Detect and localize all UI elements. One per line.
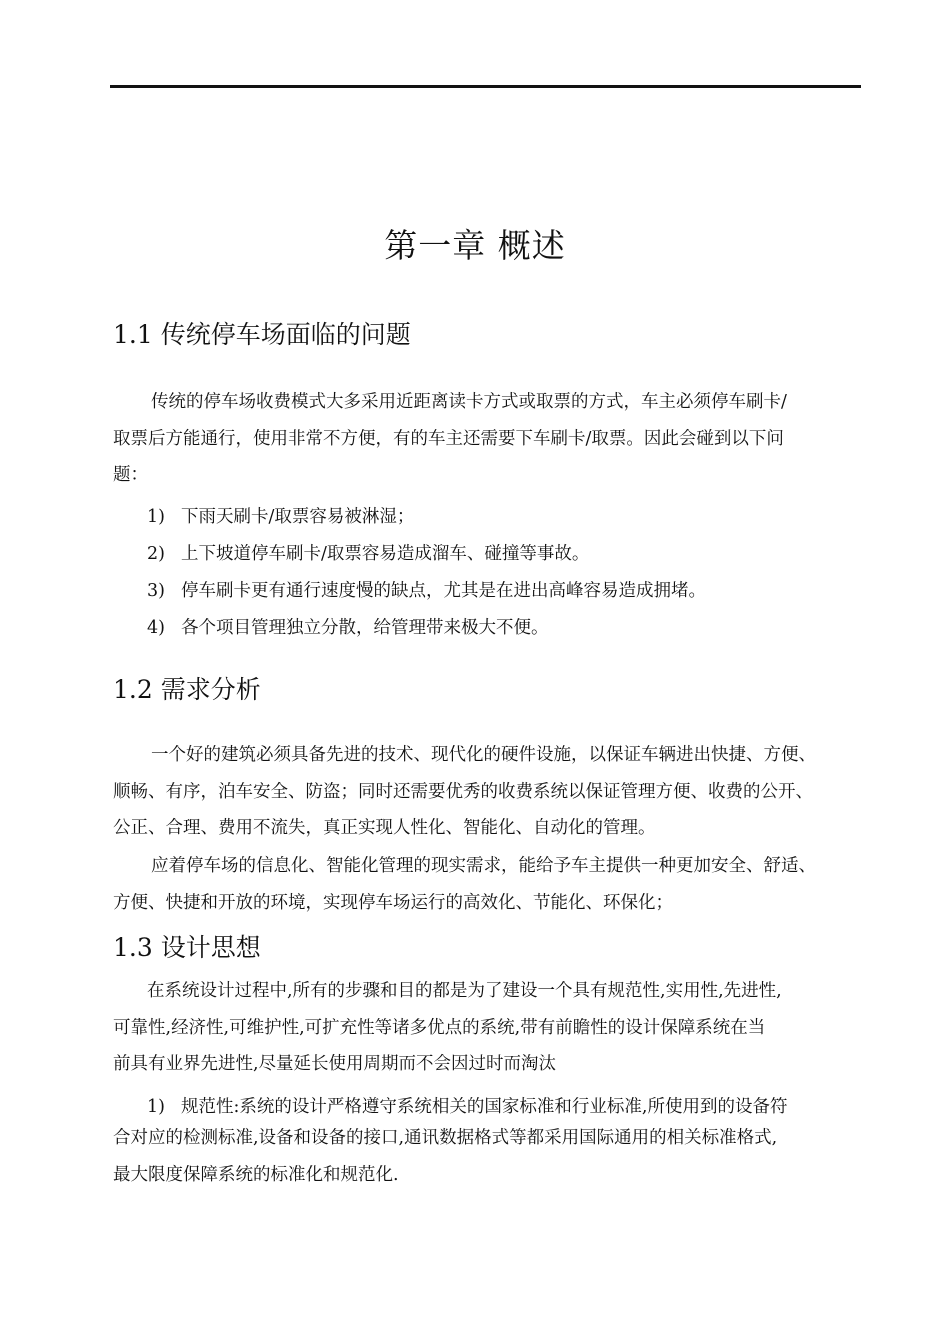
list-item-number: 1) [147, 507, 165, 527]
list-item [147, 1093, 787, 1118]
paragraph-line: 取票后方能通行，使用非常不方便，有的车主还需要下车刷卡/取票。因此会碰到以下问 [113, 428, 784, 449]
paragraph-line: 一个好的建筑必须具备先进的技术、现代化的硬件设施，以保证车辆进出快捷、方便、 [151, 745, 816, 765]
section-heading-1-3: 1.3 设计思想 [113, 933, 261, 962]
section-1-2-paragraph-2 [113, 848, 863, 921]
list-item [147, 577, 706, 602]
paragraph-line: 公正、合理、费用不流失，真正实现人性化、智能化、自动化的管理。 [113, 818, 656, 838]
section-1-1-paragraph [113, 384, 863, 494]
section-1-3-paragraph [113, 973, 863, 1083]
section-1-3-item-continuation [113, 1120, 863, 1193]
paragraph-line: 传统的停车场收费模式大多采用近距离读卡方式或取票的方式，车主必须停车刷卡/ [151, 392, 787, 412]
paragraph-line: 合对应的检测标准,设备和设备的接口,通讯数据格式等都采用国际通用的相关标准格式, [113, 1128, 778, 1148]
list-item-text: 上下坡道停车刷卡/取票容易造成溜车、碰撞等事故。 [181, 544, 590, 564]
list-item-number: 4) [147, 618, 165, 638]
paragraph-line: 最大限度保障系统的标准化和规范化. [113, 1164, 399, 1185]
paragraph-line: 在系统设计过程中,所有的步骤和目的都是为了建设一个具有规范性,实用性,先进性, [147, 981, 782, 1001]
list-item-number: 3) [147, 581, 165, 601]
paragraph-line: 前具有业界先进性,尽量延长使用周期而不会因过时而淘汰 [113, 1054, 557, 1074]
paragraph-line: 应着停车场的信息化、智能化管理的现实需求，能给予车主提供一种更加安全、舒适、 [151, 856, 816, 876]
list-item-text: 下雨天刷卡/取票容易被淋湿； [181, 507, 415, 527]
chapter-title: 第一章 概述 [384, 226, 566, 265]
paragraph-line: 方便、快捷和开放的环境，实现停车场运行的高效化、节能化、环保化； [113, 892, 673, 913]
list-item-text: 停车刷卡更有通行速度慢的缺点，尤其是在进出高峰容易造成拥堵。 [181, 581, 706, 601]
list-item-text: 各个项目管理独立分散，给管理带来极大不便。 [181, 618, 549, 638]
list-item [147, 540, 589, 565]
section-heading-1-1: 1.1 传统停车场面临的问题 [113, 320, 411, 349]
section-heading-1-2: 1.2 需求分析 [113, 675, 261, 704]
paragraph-line: 可靠性,经济性,可维护性,可扩充性等诸多优点的系统,带有前瞻性的设计保障系统在当 [113, 1017, 766, 1038]
paragraph-line: 题： [113, 465, 148, 485]
section-1-2-paragraph-1 [113, 737, 863, 847]
paragraph-line: 顺畅、有序，泊车安全、防盗；同时还需要优秀的收费系统以保证管理方便、收费的公开、 [113, 781, 813, 802]
header-rule [110, 85, 861, 88]
list-item [147, 503, 414, 528]
list-item [147, 614, 549, 639]
list-item-number: 2) [147, 544, 165, 564]
list-item-number: 1) [147, 1097, 165, 1117]
list-item-text: 规范性:系统的设计严格遵守系统相关的国家标准和行业标准,所使用到的设备符 [181, 1097, 788, 1117]
